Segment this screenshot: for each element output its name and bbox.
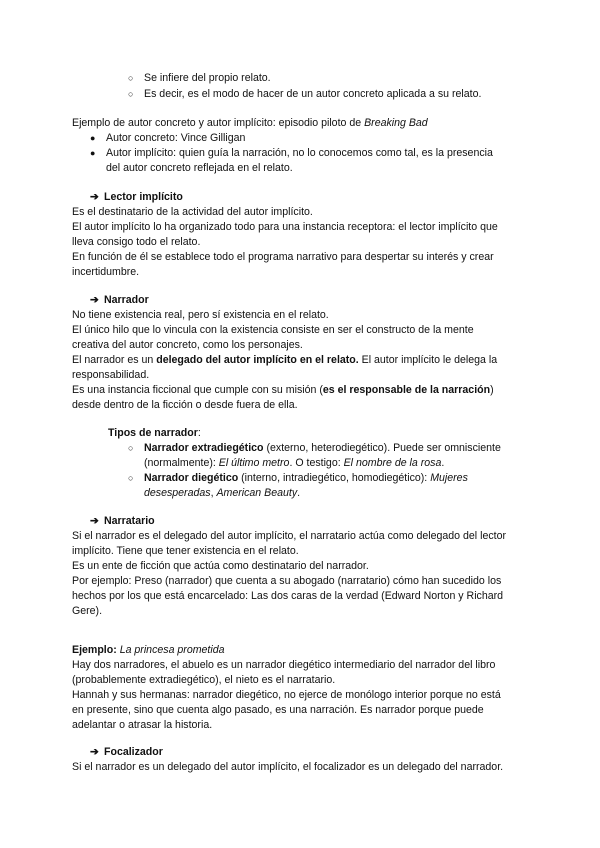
dot-bullet-icon: ● (90, 148, 96, 158)
list-item: ○ Es decir, es el modo de hacer de un autor concreto aplicada a su relato. (128, 88, 482, 100)
section-heading: ➔ Narratario (90, 515, 155, 527)
text-line: incertidumbre. (72, 266, 140, 278)
list-item: ● Autor concreto: Vince Gilligan (90, 132, 246, 144)
text-line: Por ejemplo: Preso (narrador) que cuenta a su abogado (narratario) cómo han sucedido los (72, 575, 502, 587)
section-heading: ➔ Lector implícito (90, 191, 183, 203)
text-line: responsabilidad. (72, 369, 150, 381)
arrow-icon: ➔ (90, 191, 99, 203)
text-line: Es una instancia ficcional que cumple con su misión (es el responsable de la narración) (72, 384, 494, 396)
list-item: ● Autor implícito: quien guía la narración, no lo conocemos como tal, es la presencia (90, 147, 493, 159)
text-line: Hannah y sus hermanas: narrador diegético, no ejerce de monólogo interior porque no está (72, 689, 501, 701)
list-item-continuation: (normalmente): El último metro. O testigo: El nombre de la rosa. (144, 457, 445, 469)
paragraph: Ejemplo de autor concreto y autor implícito: episodio piloto de Breaking Bad (72, 117, 428, 129)
subheading: Tipos de narrador: (108, 427, 201, 439)
example-heading: Ejemplo: La princesa prometida (72, 644, 225, 656)
circle-bullet-icon: ○ (128, 443, 134, 453)
text-line: en presente, sino que cuenta algo pasado, es una narración. Es narrador porque puede (72, 704, 484, 716)
arrow-icon: ➔ (90, 746, 99, 758)
text-line: lleva consigo todo el relato. (72, 236, 201, 248)
text-line: En función de él se establece todo el programa narrativo para despertar su interés y crear (72, 251, 494, 263)
text-line: El único hilo que lo vincula con la existencia consiste en ser el constructo de la mente (72, 324, 474, 336)
list-item: ○ Narrador diegético (interno, intradiegético, homodiegético): Mujeres (128, 472, 468, 484)
arrow-icon: ➔ (90, 515, 99, 527)
text-line: No tiene existencia real, pero sí existencia en el relato. (72, 309, 329, 321)
text-line: Hay dos narradores, el abuelo es un narrador diegético intermediario del narrador del libro (72, 659, 496, 671)
text-line: (probablemente extradiegético), el nieto es el narratario. (72, 674, 336, 686)
text-line: Si el narrador es un delegado del autor implícito, el focalizador es un delegado del narrador. (72, 761, 504, 773)
text-line: Si el narrador es el delegado del autor implícito, el narratario actúa como delegado del lector (72, 530, 507, 542)
list-item: ○ Se infiere del propio relato. (128, 72, 271, 84)
text-line: desde dentro de la ficción o desde fuera de ella. (72, 399, 298, 411)
circle-bullet-icon: ○ (128, 73, 134, 83)
text-line: El narrador es un delegado del autor implícito en el relato. El autor implícito le delega la (72, 354, 498, 366)
text-line: implícito. Tiene que tener existencia en el relato. (72, 545, 299, 557)
section-heading: ➔ Narrador (90, 294, 149, 306)
dot-bullet-icon: ● (90, 133, 96, 143)
list-item-continuation: del autor concreto reflejada en el relato. (106, 162, 293, 174)
section-heading: ➔ Focalizador (90, 746, 163, 758)
text-line: Es un ente de ficción que actúa como destinatario del narrador. (72, 560, 369, 572)
text-line: hechos por los que está encarcelado: Las dos caras de la verdad (Edward Norton y Richard (72, 590, 504, 602)
list-item: ○ Narrador extradiegético (externo, heterodiegético). Puede ser omnisciente (128, 442, 501, 454)
text-line: Gere). (72, 605, 103, 617)
list-item-continuation: desesperadas, American Beauty. (144, 487, 301, 499)
arrow-icon: ➔ (90, 294, 99, 306)
text-line: Es el destinatario de la actividad del autor implícito. (72, 206, 313, 218)
circle-bullet-icon: ○ (128, 473, 134, 483)
circle-bullet-icon: ○ (128, 89, 134, 99)
text-line: creativa del autor concreto, como los personajes. (72, 339, 303, 351)
text-line: El autor implícito lo ha organizado todo para una instancia receptora: el lector implícito que (72, 221, 498, 233)
text-line: adelantar o atrasar la historia. (72, 719, 213, 731)
